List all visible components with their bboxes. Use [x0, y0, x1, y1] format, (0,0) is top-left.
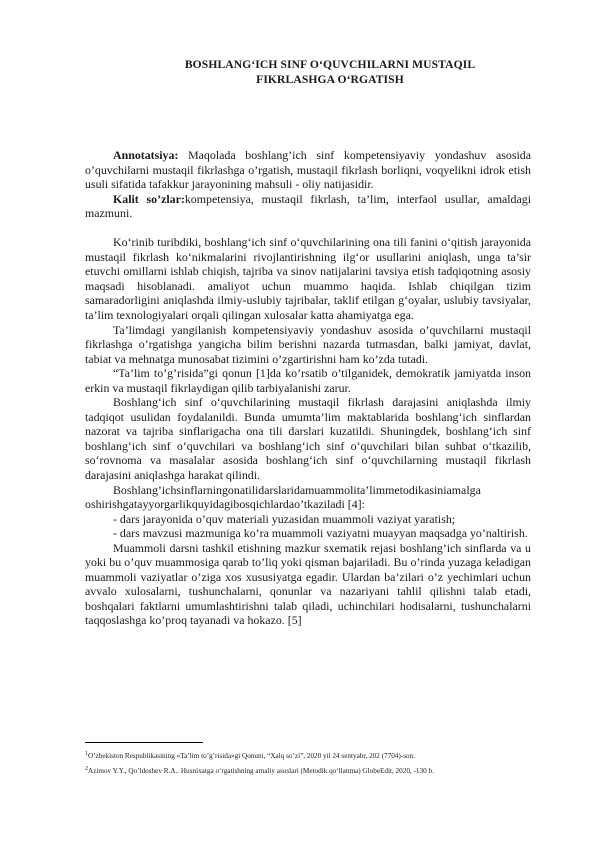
- keywords-paragraph: [85, 192, 531, 221]
- footnote: [85, 748, 531, 763]
- annotation-label: Annotatsiya:: [113, 148, 179, 162]
- footnotes: [85, 748, 531, 778]
- footnote-text: O’zbekiston Respublikasining «Ta’lim to’g’risida»gi Qonuni, “Xalq so’zi”, 2020 yil 24 sentyabr, 202 (7704)-son.: [88, 752, 415, 760]
- body-paragraph: Muammoli darsni tashkil etishning mazkur sxematik rejasi boshlang’ich sinflarda va u yoki bu o’quv muammosiga qarab to’liq yoki qisman bajariladi. Bu o’rinda yuzaga keladigan muammoli vaziyatlar o’ziga xos xususiyatga egadir. Ulardan ba’zilari o’z yechimlari uchun avvalo xulosalarni, tushunchalarni, qonunlar va nazariyani tahlil qilishni talab etadi, boshqalari faktlarni umumlashtirishni talab qiladi, uchinchilari hodisalarni, tushunchalarni taqqoslashga ko’proq tayanadi va hokazo. [5]: [85, 540, 531, 628]
- footnote-text: Azimov Y.Y., Qo’ldoshev R.A.. Husnixatga o‘rgatishning amaliy asoslari (Metodik qo‘llanma) GlobeEdit, 2020, -130 b.: [88, 767, 434, 776]
- keywords-label: Kalit so’zlar:: [113, 191, 185, 206]
- body-paragraph: Ko‘rinib turibdiki, boshlang‘ich sinf o‘quvchilarining ona tili fanini o‘qitish jarayonida mustaqil fikrlash ko‘nikmalarini rivojlantirishning ilg‘or usullarini aniqlash, unga ta’sir etuvchi omillarni ishlab chiqish, tajriba va sinov natijalarini tavsiya etish tadqiqotning asosiy maqsadi hisoblanadi. amaliyot uchun muammo haqida. Ishlab chiqilgan tizim samaradorligini aniqlashda ilmiy-uslubiy tajribalar, taklif etilgan g‘oyalar, uslubiy tavsiyalar, ta’lim texnologiyalari orqali qilingan xulosalar katta ahamiyatga ega.: [85, 235, 531, 322]
- title-line-1: BOSHLANG‘ICH SINF O‘QUVCHILARNI MUSTAQIL: [184, 58, 476, 71]
- footnote: [85, 763, 531, 778]
- article-title: [140, 57, 520, 87]
- article-body: [85, 148, 531, 628]
- annotation-text: Maqolada boshlang’ich sinf kompetensiyaviy yondashuv asosida o’quvchilarni mustaqil fikrlashga o’rgatish, mustaqil fikrlash borliqni, voqyelikni idrok etish usuli sifatida tafakkur jarayonining mahsuli - oliy natijasidir.: [85, 148, 531, 192]
- body-paragraph: Ta’limdagi yangilanish kompetensiyaviy yondashuv asosida o’quvchilarni mustaqil fikrlashga o’rgatishga yangicha bilim berishni nazarda tutmasdan, balki jamiyat, davlat, tabiat va mehnatga munosabat tizimini o’zgartirishni ham ko’zda tutadi.: [85, 322, 531, 366]
- body-paragraph: Boshlang’ichsinflarningonatilidarslaridamuammolita’limmetodikasiniamalga oshirishgatayyorgarlikquyidagibosqichlardao’tkaziladi [4]:: [85, 482, 481, 512]
- footnote-number: 1: [85, 751, 88, 757]
- list-item: - dars jarayonida o’quv materiali yuzasidan muammoli vaziyat yaratish;: [113, 511, 456, 526]
- footnote-number: 2: [85, 766, 88, 773]
- annotation-paragraph: [85, 148, 531, 192]
- list-item: - dars mavzusi mazmuniga ko’ra muammoli vaziyatni muayyan maqsadga yo’naltirish.: [113, 526, 528, 541]
- body-paragraph: “Ta’lim to’g’risida”gi qonun [1]da ko’rsatib o’tilganidek, demokratik jamiyatda inson erkin va mustaqil fikrlaydigan qilib tarbiyalanishi zarur.: [85, 366, 531, 395]
- footnote-divider: [85, 742, 203, 743]
- body-paragraph: Boshlang‘ich sinf o‘quvchilarining mustaqil fikrlash darajasini aniqlashda ilmiy tadqiqot usulidan foydalanildi. Bunda umumta’lim maktablarida boshlang‘ich sinflardan nazorat va tajriba sinflarigacha ona tili darslari kuzatildi. Shuningdek, boshlang‘ich sinf boshlang‘ich sinf o‘quvchilari va boshlang‘ich sinf o‘quvchilari bilan suhbat o‘tkazilib, so‘rovnoma va masalalar asosida boshlang‘ich sinf o‘quvchilarning mustaqil fikrlash darajasini aniqlashga harakat qilindi.: [85, 395, 531, 482]
- title-line-2: FIKRLASHGA O‘RGATISH: [256, 73, 404, 86]
- keywords-text: kompetensiya, mustaqil fikrlash, ta’lim, interfaol usullar, amaldagi mazmuni.: [85, 191, 532, 221]
